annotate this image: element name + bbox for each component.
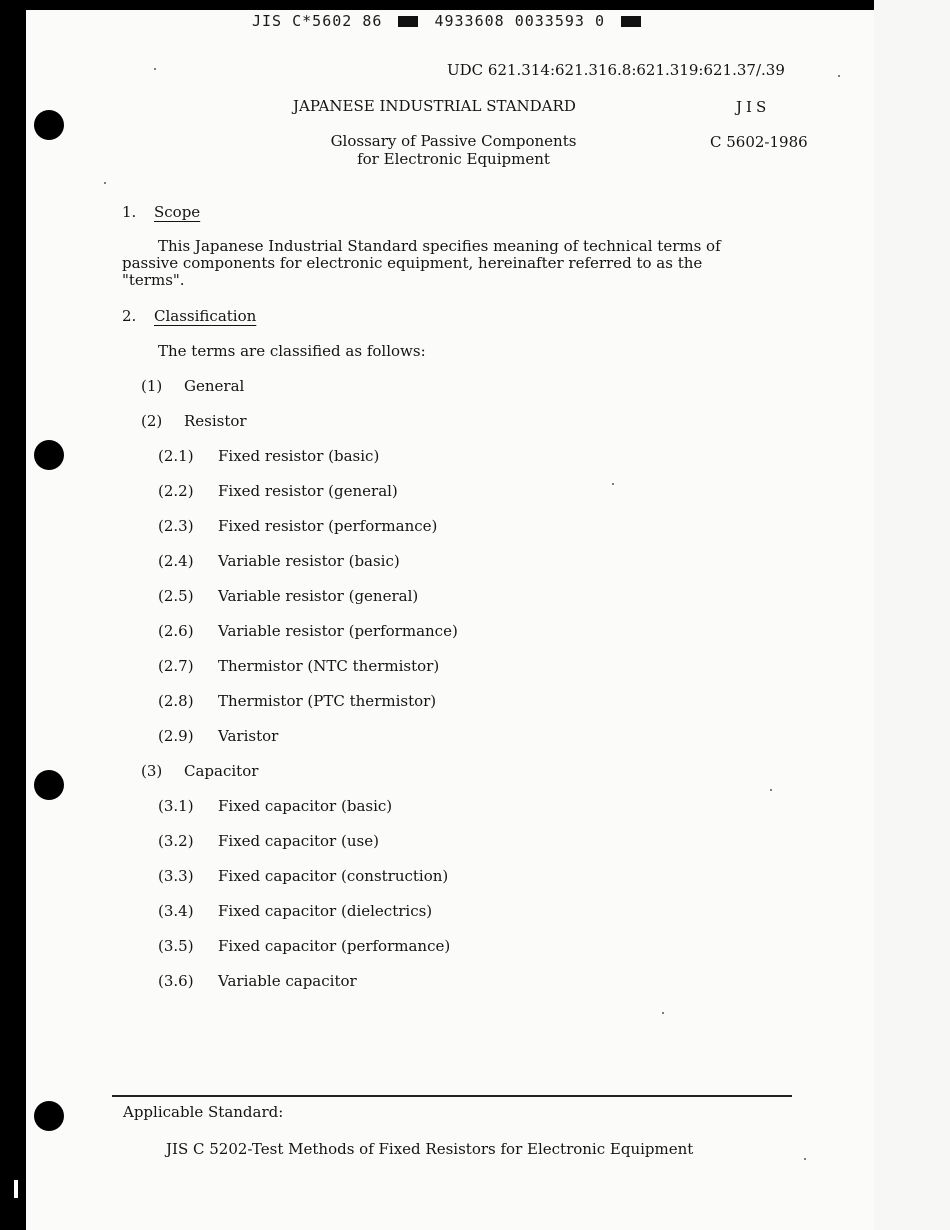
punch-hole — [34, 440, 64, 470]
footer-divider — [112, 1095, 792, 1097]
list-item-label: Fixed resistor (basic) — [218, 447, 380, 465]
list-item-label: Capacitor — [184, 762, 259, 780]
document-title-line1: Glossary of Passive Components — [330, 132, 577, 150]
standard-title: JAPANESE INDUSTRIAL STANDARD — [293, 97, 576, 115]
list-item — [141, 377, 244, 395]
list-item — [158, 587, 418, 605]
document-number: C 5602-1986 — [710, 133, 808, 151]
scope-text: This Japanese Industrial Standard specifies meaning of technical terms of passive components for electronic equipment, hereinafter referred to as the "terms". — [122, 237, 721, 289]
list-item — [158, 552, 400, 570]
list-item-label: Variable resistor (general) — [218, 587, 419, 605]
list-item-code: (2.9) — [158, 727, 194, 745]
punch-hole — [34, 1101, 64, 1131]
scan-speck — [770, 789, 772, 791]
list-item-label: Variable resistor (performance) — [218, 622, 458, 640]
document-title-line2: for Electronic Equipment — [357, 150, 550, 168]
list-item-code: (3.5) — [158, 937, 194, 955]
scan-edge-mark — [14, 1180, 18, 1198]
scan-speck — [662, 1012, 664, 1014]
list-item-label: Varistor — [218, 727, 279, 745]
catalog-code-line — [252, 12, 647, 30]
punch-hole — [34, 770, 64, 800]
scan-speck — [804, 1158, 806, 1160]
redaction-block — [398, 16, 418, 27]
list-item-code: (3) — [141, 762, 163, 780]
list-item-label: Variable resistor (basic) — [218, 552, 400, 570]
list-item-code: (2.6) — [158, 622, 194, 640]
classification-intro: The terms are classified as follows: — [158, 342, 426, 360]
list-item-code: (3.2) — [158, 832, 194, 850]
catalog-code-right: 4933608 0033593 0 — [434, 12, 605, 30]
list-item-code: (2) — [141, 412, 163, 430]
list-item-label: Thermistor (PTC thermistor) — [218, 692, 437, 710]
udc-classification: UDC 621.314:621.316.8:621.319:621.37/.39 — [447, 61, 785, 79]
list-item-code: (2.2) — [158, 482, 194, 500]
scan-speck — [838, 75, 840, 77]
list-item-label: Thermistor (NTC thermistor) — [218, 657, 440, 675]
list-item-label: Fixed capacitor (basic) — [218, 797, 393, 815]
list-item-label: General — [184, 377, 245, 395]
applicable-standard-reference: JIS C 5202-Test Methods of Fixed Resistors for Electronic Equipment — [166, 1140, 694, 1158]
applicable-standard-label: Applicable Standard: — [123, 1103, 284, 1121]
list-item — [141, 762, 258, 780]
scan-speck — [612, 483, 614, 485]
section-number: 1. — [122, 203, 137, 221]
document-page — [26, 10, 874, 1230]
list-item-label: Variable capacitor — [218, 972, 357, 990]
list-item — [158, 937, 450, 955]
document-title — [300, 132, 607, 168]
scan-right-margin — [874, 0, 950, 1230]
list-item-code: (2.1) — [158, 447, 194, 465]
scope-paragraph — [122, 238, 762, 289]
section-heading-scope — [122, 203, 200, 221]
redaction-block — [621, 16, 641, 27]
list-item-label: Fixed capacitor (dielectrics) — [218, 902, 433, 920]
list-item-label: Resistor — [184, 412, 247, 430]
list-item — [158, 517, 437, 535]
list-item-code: (2.5) — [158, 587, 194, 605]
list-item — [158, 832, 379, 850]
list-item-code: (1) — [141, 377, 163, 395]
list-item-label: Fixed capacitor (use) — [218, 832, 379, 850]
list-item-code: (3.6) — [158, 972, 194, 990]
list-item — [158, 447, 379, 465]
list-item — [158, 657, 439, 675]
list-item — [158, 622, 458, 640]
list-item-label: Fixed resistor (performance) — [218, 517, 438, 535]
list-item — [158, 797, 392, 815]
list-item — [141, 412, 247, 430]
jis-mark: JIS — [736, 98, 771, 116]
catalog-code-left: JIS C*5602 86 — [252, 12, 383, 30]
section-number: 2. — [122, 307, 137, 325]
section-heading-label: Classification — [154, 307, 257, 325]
scan-speck — [154, 68, 156, 70]
list-item-code: (2.7) — [158, 657, 194, 675]
list-item — [158, 482, 398, 500]
list-item-code: (3.4) — [158, 902, 194, 920]
list-item-code: (3.1) — [158, 797, 194, 815]
scan-speck — [104, 182, 106, 184]
list-item-code: (2.3) — [158, 517, 194, 535]
punch-hole — [34, 110, 64, 140]
list-item-code: (3.3) — [158, 867, 194, 885]
list-item-label: Fixed capacitor (construction) — [218, 867, 449, 885]
list-item — [158, 692, 436, 710]
list-item-code: (2.8) — [158, 692, 194, 710]
list-item — [158, 902, 432, 920]
scan-top-border — [0, 0, 950, 10]
section-heading-classification — [122, 307, 256, 325]
list-item-label: Fixed resistor (general) — [218, 482, 398, 500]
section-heading-label: Scope — [154, 203, 201, 221]
list-item-label: Fixed capacitor (performance) — [218, 937, 451, 955]
list-item — [158, 867, 448, 885]
list-item — [158, 727, 278, 745]
list-item-code: (2.4) — [158, 552, 194, 570]
list-item — [158, 972, 357, 990]
